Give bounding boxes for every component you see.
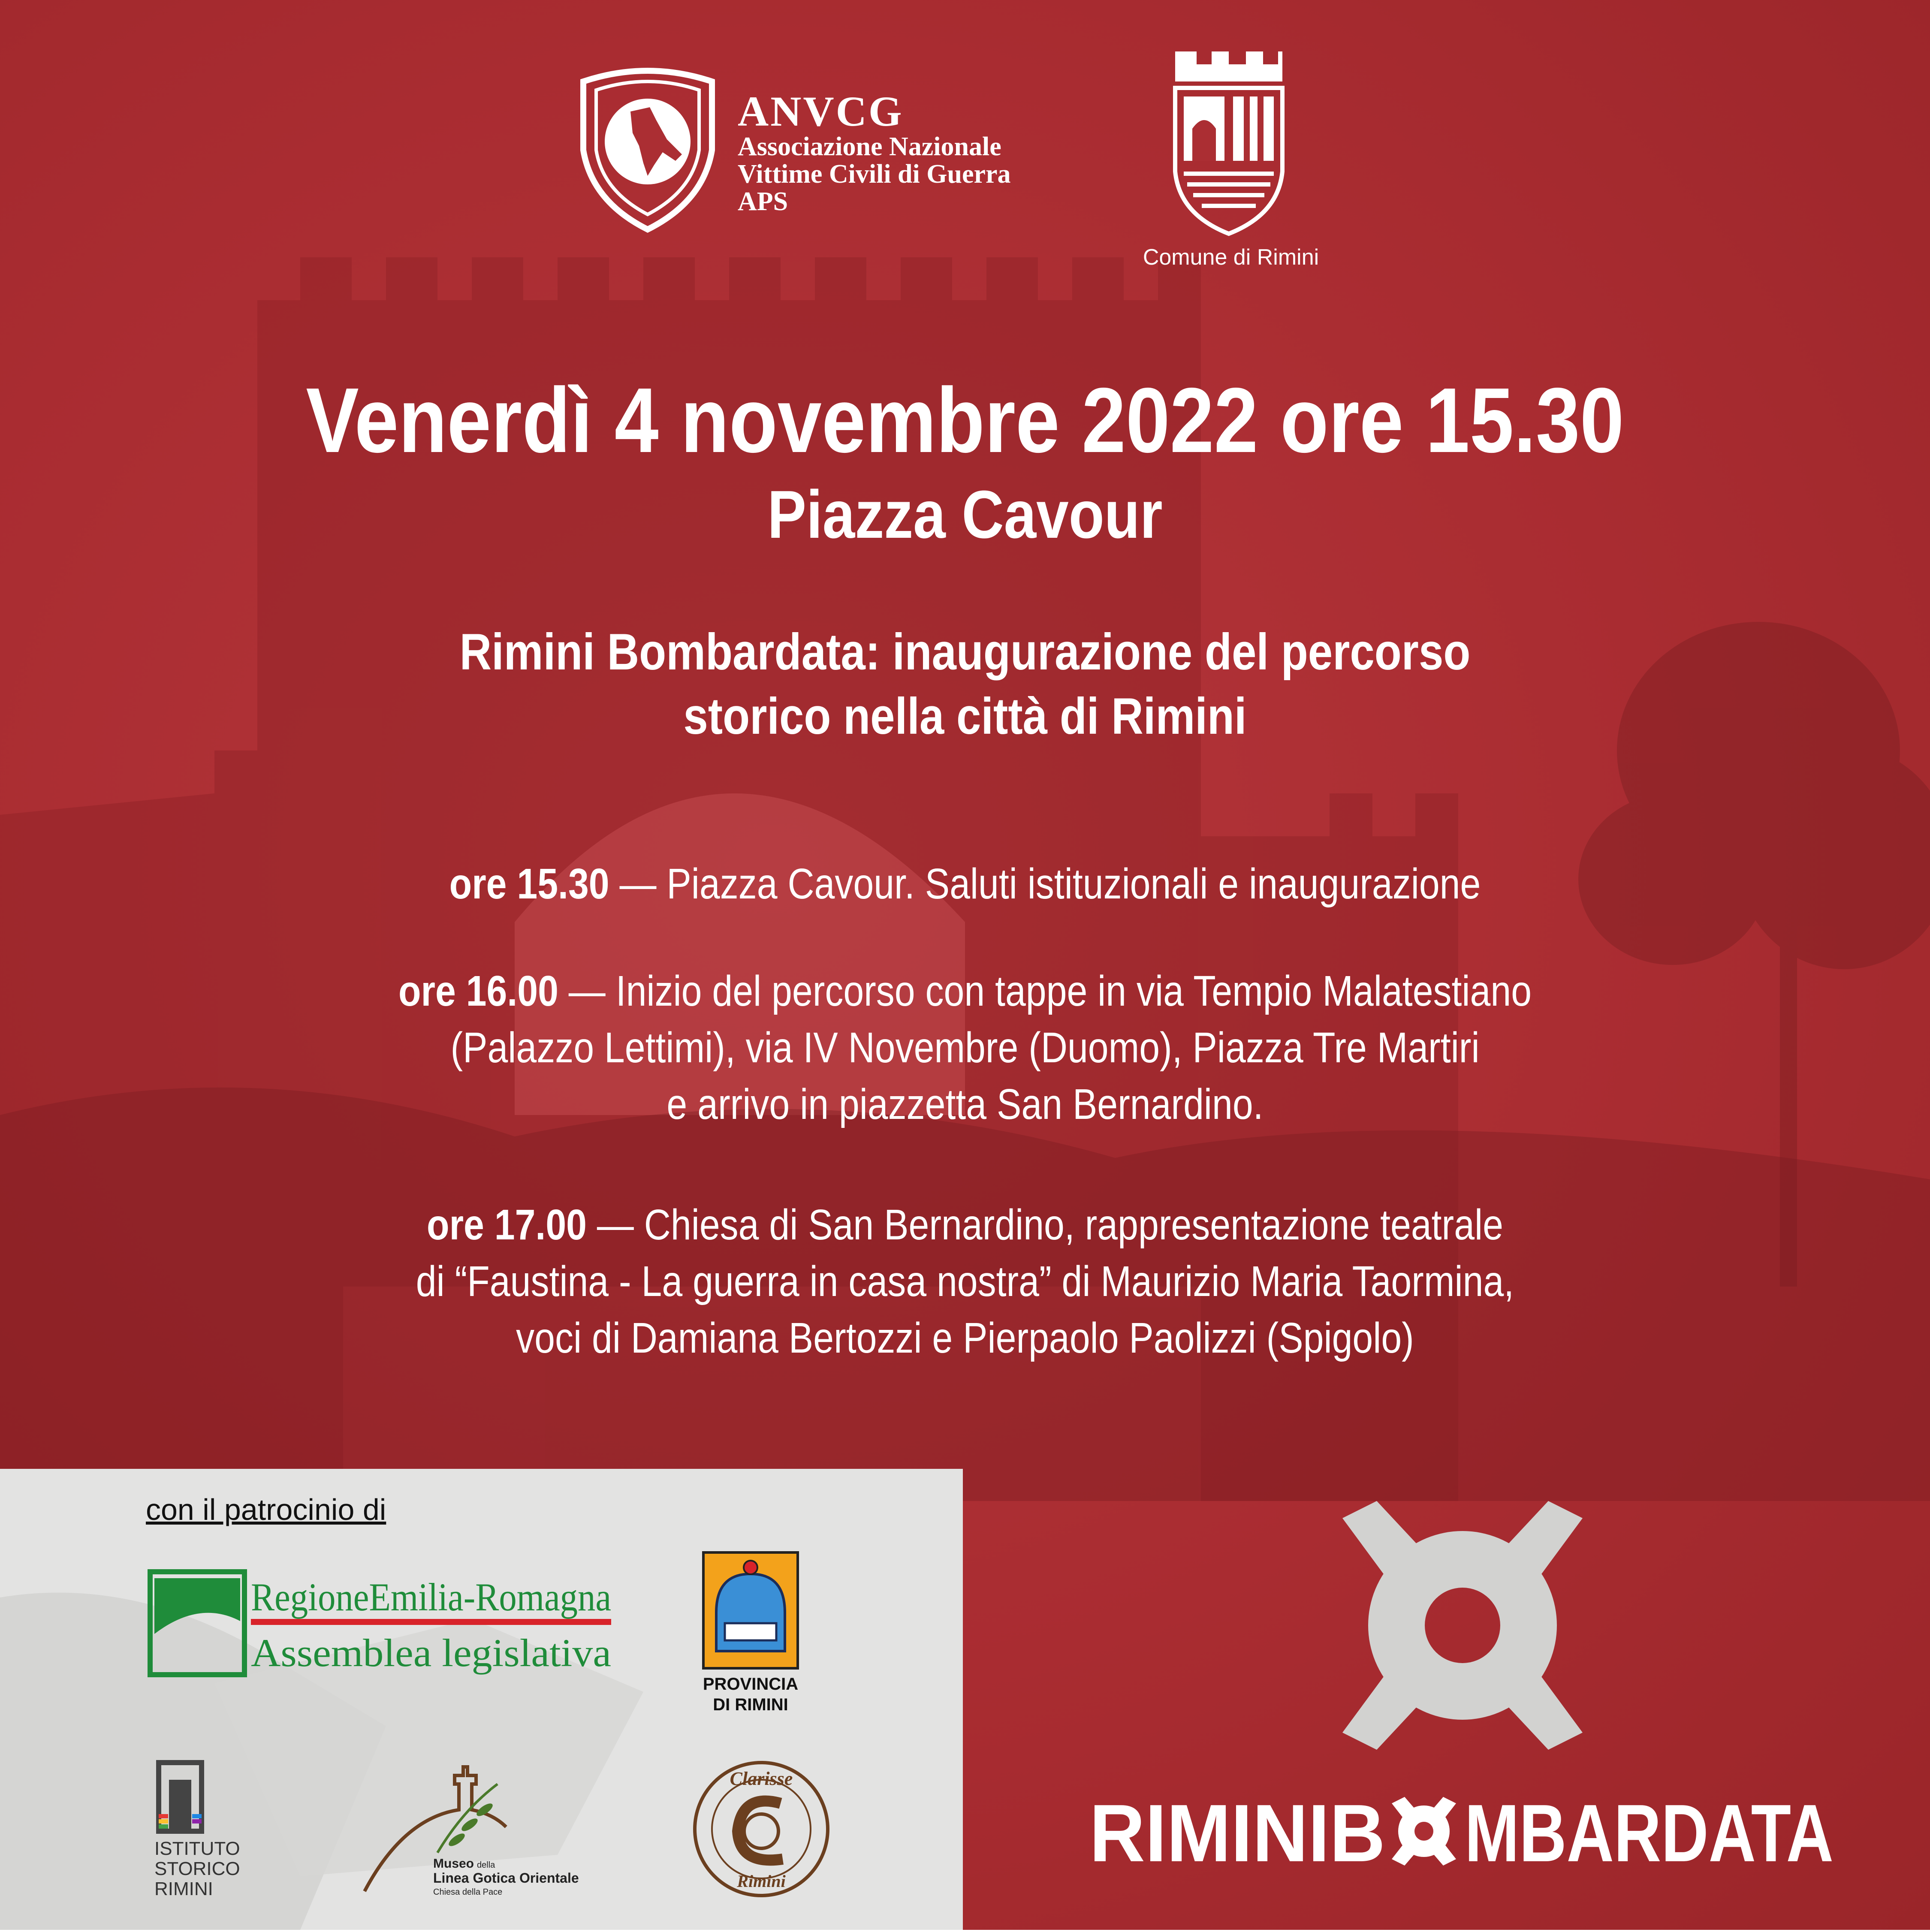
program-separator: — — [619, 860, 657, 908]
provincia-line-1: PROVINCIA — [703, 1675, 799, 1694]
program-line: (Palazzo Lettimi), via IV Novembre (Duomo), Piazza Tre Martiri — [450, 1024, 1480, 1072]
rimini-bombardata-wordmark — [1089, 1788, 1836, 1879]
program-line: e arrivo in piazzetta San Bernardino. — [666, 1080, 1264, 1128]
program-line: voci di Damiana Bertozzi e Pierpaolo Paolizzi (Spigolo) — [516, 1314, 1414, 1362]
program-separator: — — [568, 967, 606, 1015]
anvcg-name-line-2: Vittime Civili di Guerra — [738, 160, 1011, 189]
museo-word: Museo — [433, 1857, 474, 1871]
istituto-line-2: STORICO — [154, 1858, 240, 1879]
assemblea-legislativa: Assemblea legislativa — [251, 1631, 611, 1675]
program-time: ore 16.00 — [398, 967, 558, 1015]
istituto-line-1: ISTITUTO — [154, 1838, 240, 1859]
museo-line-3: Chiesa della Pace — [433, 1887, 503, 1897]
regione-emilia-romagna-logo — [148, 1570, 615, 1677]
museo-della: della — [477, 1860, 495, 1870]
provincia-di-rimini-logo — [695, 1548, 806, 1715]
museo-line-2: Linea Gotica Orientale — [433, 1870, 579, 1886]
istituto-storico-rimini-logo — [154, 1758, 257, 1900]
program-line — [135, 856, 1795, 912]
program-item-1600 — [135, 963, 1795, 1133]
wordmark-o-icon — [1392, 1797, 1456, 1866]
comune-di-rimini-label: Comune di Rimini — [1143, 245, 1319, 270]
clarisse-rimini-logo — [691, 1758, 832, 1900]
program-time: ore 17.00 — [427, 1201, 587, 1249]
program-time: ore 15.30 — [449, 860, 609, 908]
program-text: Inizio del percorso con tappe in via Tempio Malatestiano — [615, 967, 1532, 1015]
event-subtitle-line-2: storico nella città di Rimini — [683, 687, 1247, 745]
clarisse-bottom-text: Rimini — [737, 1872, 786, 1891]
event-date-title: Venerdì 4 novembre 2022 ore 15.30 — [306, 368, 1624, 472]
anvcg-name-line-1: Associazione Nazionale — [738, 132, 1001, 161]
program-text: Piazza Cavour. Saluti istituzionali e inaugurazione — [666, 860, 1481, 908]
wordmark-right: MBARDATA — [1465, 1788, 1834, 1879]
program-item-1700 — [135, 1197, 1795, 1366]
comune-di-rimini-crest — [1167, 47, 1291, 236]
regione-name: RegioneEmilia-Romagna — [251, 1575, 611, 1619]
wordmark-left: RIMINIB — [1089, 1788, 1385, 1879]
event-place: Piazza Cavour — [767, 477, 1163, 552]
istituto-line-3: RIMINI — [154, 1878, 213, 1899]
patronage-label: con il patrocinio di — [146, 1493, 386, 1526]
program-line: di “Faustina - La guerra in casa nostra” di Maurizio Maria Taormina, — [416, 1257, 1514, 1305]
event-subtitle-line-1: Rimini Bombardata: inaugurazione del percorso — [459, 623, 1471, 681]
event-subtitle — [135, 620, 1795, 748]
program-line — [135, 1197, 1795, 1253]
program-separator: — — [597, 1201, 634, 1249]
rimini-bombardata-mark-icon — [1330, 1492, 1595, 1758]
program-item-1530 — [135, 856, 1795, 912]
program-text: Chiesa di San Bernardino, rappresentazione teatrale — [644, 1201, 1503, 1249]
provincia-line-2: DI RIMINI — [713, 1695, 788, 1714]
anvcg-abbreviation: ANVCG — [738, 87, 904, 135]
museo-linea-gotica-logo — [352, 1758, 618, 1900]
program-line — [135, 963, 1795, 1019]
anvcg-shield-logo — [575, 64, 721, 232]
anvcg-name-line-3: APS — [738, 187, 788, 216]
clarisse-top-text: Clarisse — [730, 1768, 793, 1789]
anvcg-name-block — [738, 87, 1011, 216]
